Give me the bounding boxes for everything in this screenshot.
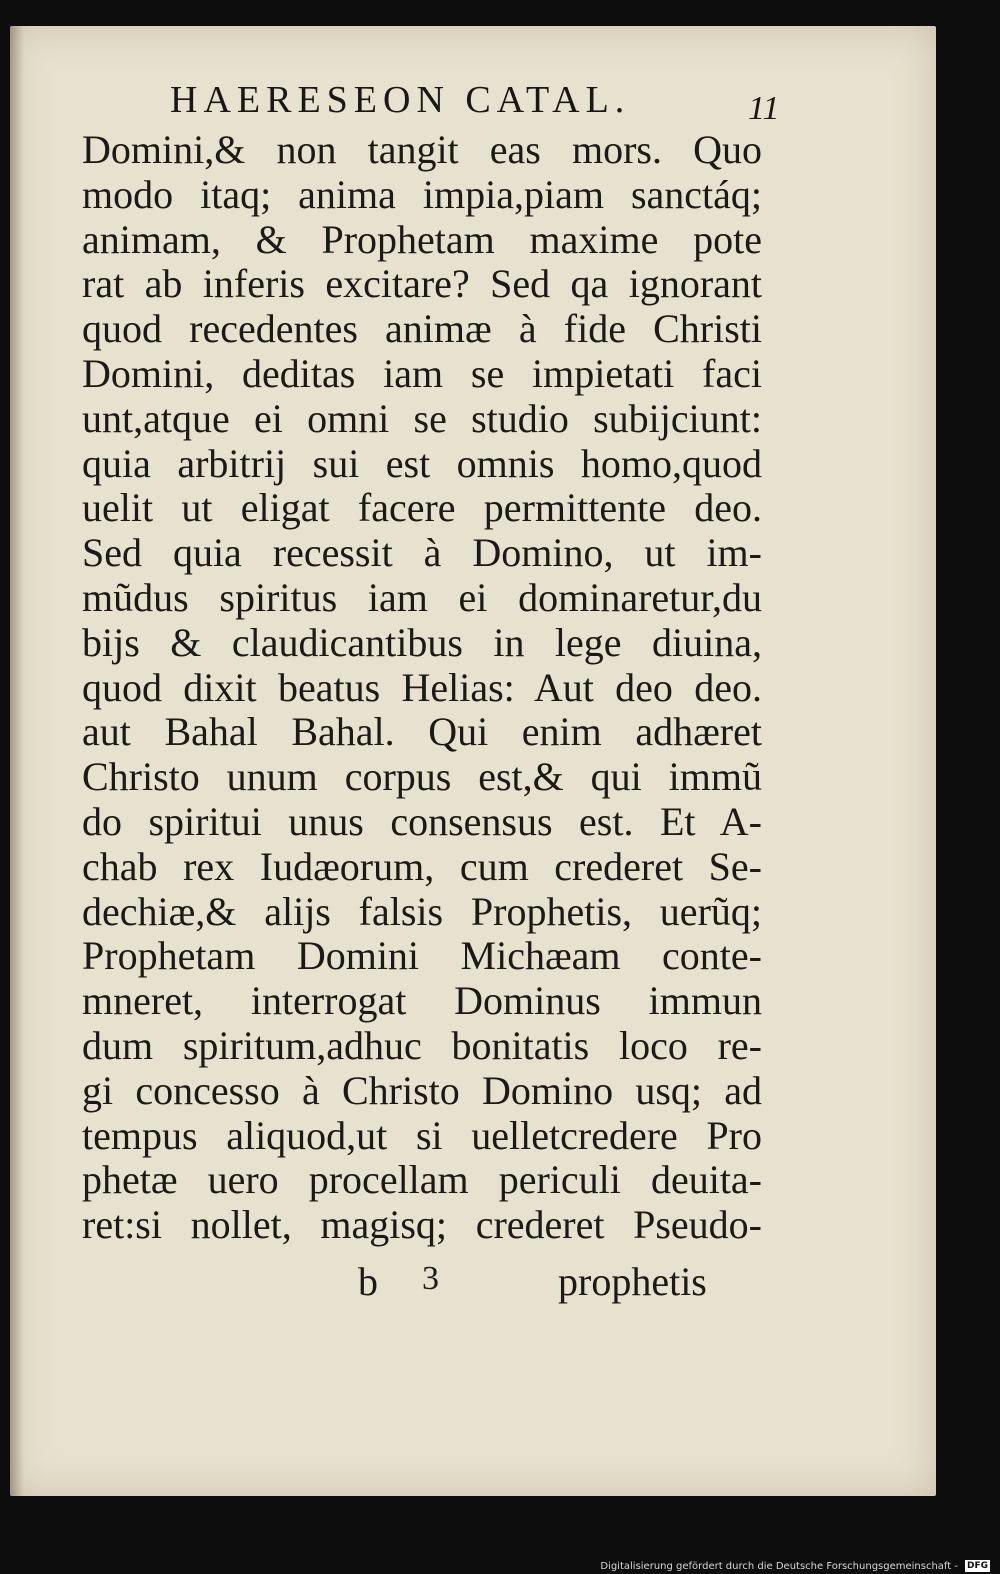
text-line: unt,atque ei omni se studio subijciunt:: [82, 396, 762, 441]
book-page: [10, 26, 936, 1496]
text-line: Domini,& non tangit eas mors. Quo: [82, 128, 762, 172]
text-line: animam, & Prophetam maxime pote: [82, 217, 762, 262]
text-line: Sed quia recessit à Domino, ut im-: [82, 531, 762, 576]
text-line: dum spiritum,adhuc bonitatis loco re-: [82, 1023, 762, 1068]
dfg-logo: DFG: [966, 1561, 988, 1571]
text-line: bijs & claudicantibus in lege diuina,: [82, 620, 762, 665]
text-line: dechiæ,& alijs falsis Prophetis, uerũq;: [82, 889, 762, 934]
text-line: ret:si nollet, magisq; crederet Pseudo-: [82, 1203, 762, 1248]
digitization-credit: Digitalisierung gefördert durch die Deutsche Forschungsgemeinschaft -: [600, 1561, 958, 1572]
signature-number: 3: [422, 1260, 439, 1297]
text-line: Domini, deditas iam se impietati faci: [82, 351, 762, 396]
body-text: [82, 128, 762, 1248]
text-line: gi concesso à Christo Domino usq; ad: [82, 1068, 762, 1113]
running-title: HAERESEON CATAL.: [170, 79, 631, 121]
text-line: mneret, interrogat Dominus immun: [82, 979, 762, 1024]
text-line: Christo unum corpus est,& qui immũ: [82, 755, 762, 800]
signature-mark: b: [358, 1259, 378, 1304]
text-line: aut Bahal Bahal. Qui enim adhæret: [82, 710, 762, 755]
page-footer: [350, 1258, 730, 1302]
text-line: modo itaq; anima impia,piam sanctáq;: [82, 172, 762, 217]
text-line: chab rex Iudæorum, cum crederet Se-: [82, 844, 762, 889]
text-line: do spiritui unus consensus est. Et A-: [82, 799, 762, 844]
text-line: quod dixit beatus Helias: Aut deo deo.: [82, 665, 762, 710]
text-line: uelit ut eligat facere permittente deo.: [82, 486, 762, 531]
text-line: mũdus spiritus iam ei dominaretur,du: [82, 575, 762, 620]
text-line: tempus aliquod,ut si uelletcredere Pro: [82, 1113, 762, 1158]
catchword: prophetis: [558, 1259, 707, 1304]
text-line: Prophetam Domini Michæam conte-: [82, 934, 762, 979]
text-line: quod recedentes animæ à fide Christi: [82, 307, 762, 352]
page-gutter-shadow: [10, 26, 24, 1496]
page-number: 11: [748, 90, 780, 127]
text-line: quia arbitrij sui est omnis homo,quod: [82, 441, 762, 486]
text-line: rat ab inferis excitare? Sed qa ignorant: [82, 262, 762, 307]
text-line: phetæ uero procellam periculi deuita-: [82, 1158, 762, 1203]
